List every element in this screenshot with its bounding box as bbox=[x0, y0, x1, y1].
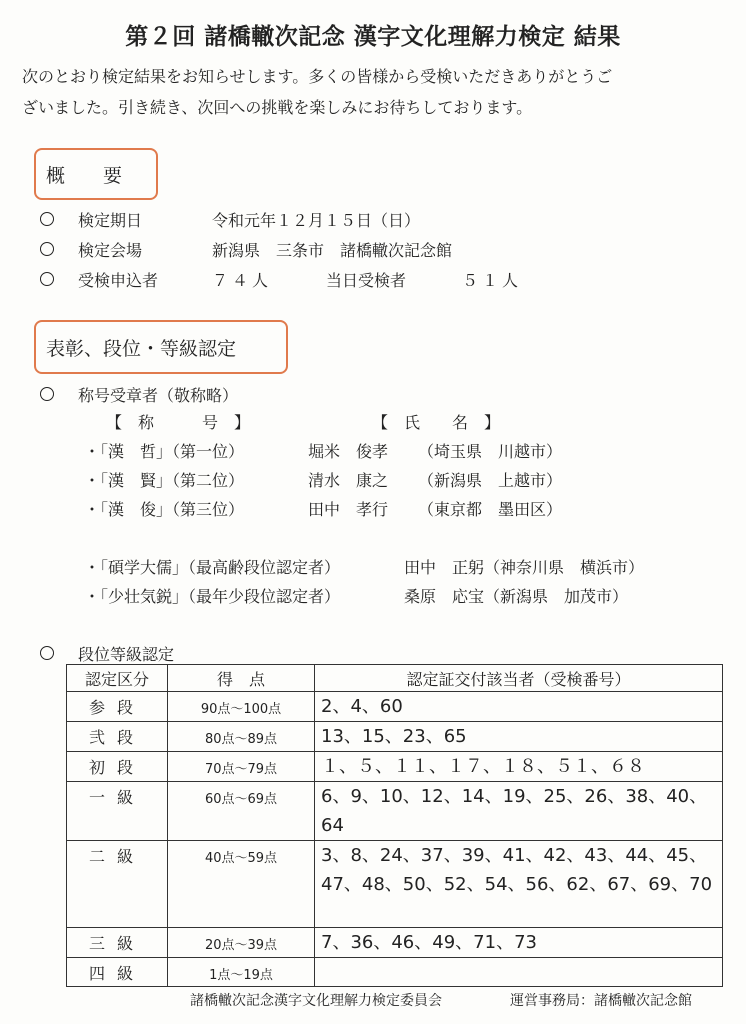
awards-heading bbox=[34, 320, 288, 374]
table-row bbox=[67, 752, 723, 782]
award-title: ・「漢 賢」（第二位） bbox=[84, 471, 245, 490]
grade-numbers bbox=[315, 958, 723, 987]
award-place: （新潟県 上越市） bbox=[418, 471, 563, 490]
titles-label: 称号受章者（敬称略） bbox=[78, 386, 239, 405]
grade-numbers: 3、8、24、37、39、41、42、43、44、45、47、48、50、52、54、56、62、67、69、70 bbox=[315, 841, 723, 928]
award-place: （東京都 墨田区） bbox=[418, 500, 563, 519]
overview-date-value: 令和元年１２月１５日（日） bbox=[212, 211, 421, 230]
intro-line-2: ざいました。引き続き、次回への挑戦を楽しみにお待ちしております。 bbox=[22, 98, 533, 117]
special-name: 田中 正躬（神奈川県 横浜市） bbox=[404, 558, 645, 577]
special-name: 桑原 応宝（新潟県 加茂市） bbox=[404, 587, 629, 606]
table-row bbox=[67, 722, 723, 752]
overview-venue-label: 検定会場 bbox=[78, 241, 143, 260]
grade-kubun: 三級 bbox=[67, 928, 168, 958]
award-place: （埼玉県 川越市） bbox=[418, 442, 563, 461]
col-name-header: 【 氏 名 】 bbox=[372, 413, 501, 432]
header-kubun: 認定区分 bbox=[67, 665, 168, 692]
grade-kubun: 弐段 bbox=[67, 722, 168, 752]
grade-score: 40点～59点 bbox=[168, 841, 315, 928]
grade-numbers: １、５、１１、１７、１８、５１、６８ bbox=[315, 752, 723, 782]
grade-kubun: 参段 bbox=[67, 692, 168, 722]
header-numbers: 認定証交付該当者（受検番号） bbox=[315, 665, 723, 692]
table-row bbox=[67, 928, 723, 958]
table-row bbox=[67, 692, 723, 722]
grade-kubun: 四級 bbox=[67, 958, 168, 987]
award-title: ・「漢 俊」（第三位） bbox=[84, 500, 245, 519]
overview-date-label: 検定期日 bbox=[78, 211, 143, 230]
intro-line-1: 次のとおり検定結果をお知らせします。多くの皆様から受検いただきありがとうご bbox=[22, 67, 613, 86]
bullet-circle-icon bbox=[40, 646, 54, 660]
award-name: 田中 孝行 bbox=[308, 500, 389, 519]
grade-score: 80点～89点 bbox=[168, 722, 315, 752]
table-header-row bbox=[67, 665, 723, 692]
overview-examinees-label: 当日受検者 bbox=[326, 271, 407, 290]
grades-label: 段位等級認定 bbox=[78, 645, 175, 664]
col-title-header: 【 称 号 】 bbox=[106, 413, 251, 432]
award-name: 清水 康之 bbox=[308, 471, 389, 490]
bullet-circle-icon bbox=[40, 212, 54, 226]
award-title: ・「漢 哲」（第一位） bbox=[84, 442, 245, 461]
grade-score: 90点～100点 bbox=[168, 692, 315, 722]
overview-venue-value: 新潟県 三条市 諸橋轍次記念館 bbox=[212, 241, 453, 260]
grade-numbers: 2、4、60 bbox=[315, 692, 723, 722]
grade-kubun: 二級 bbox=[67, 841, 168, 928]
overview-heading-label: 概 要 bbox=[46, 164, 123, 187]
grade-numbers: 7、36、46、49、71、73 bbox=[315, 928, 723, 958]
bullet-circle-icon bbox=[40, 272, 54, 286]
grade-numbers: 6、9、10、12、14、19、25、26、38、40、64 bbox=[315, 782, 723, 841]
page-title: 第２回 諸橋轍次記念 漢字文化理解力検定 結果 bbox=[125, 24, 621, 50]
grade-score: 20点～39点 bbox=[168, 928, 315, 958]
footer-committee: 諸橋轍次記念漢字文化理解力検定委員会 bbox=[190, 993, 442, 1009]
grade-kubun: 一級 bbox=[67, 782, 168, 841]
table-row bbox=[67, 958, 723, 987]
overview-applicants-value: ７４人 bbox=[212, 271, 273, 290]
table-row bbox=[67, 841, 723, 928]
grade-score: 60点～69点 bbox=[168, 782, 315, 841]
bullet-circle-icon bbox=[40, 387, 54, 401]
grade-kubun: 初段 bbox=[67, 752, 168, 782]
grade-score: 70点～79点 bbox=[168, 752, 315, 782]
bullet-circle-icon bbox=[40, 242, 54, 256]
header-score: 得 点 bbox=[168, 665, 315, 692]
special-title: ・「碩学大儒」（最高齢段位認定者） bbox=[84, 558, 341, 577]
award-name: 堀米 俊孝 bbox=[308, 442, 389, 461]
grade-score: 1点～19点 bbox=[168, 958, 315, 987]
special-title: ・「少壮気鋭」（最年少段位認定者） bbox=[84, 587, 341, 606]
overview-applicants-label: 受検申込者 bbox=[78, 271, 159, 290]
overview-examinees-value: ５１人 bbox=[462, 271, 523, 290]
table-row bbox=[67, 782, 723, 841]
footer-office: 運営事務局：諸橋轍次記念館 bbox=[510, 993, 692, 1009]
overview-heading bbox=[34, 148, 158, 200]
grades-table bbox=[66, 664, 723, 987]
grade-numbers: 13、15、23、65 bbox=[315, 722, 723, 752]
awards-heading-label: 表彰、段位・等級認定 bbox=[46, 337, 237, 360]
